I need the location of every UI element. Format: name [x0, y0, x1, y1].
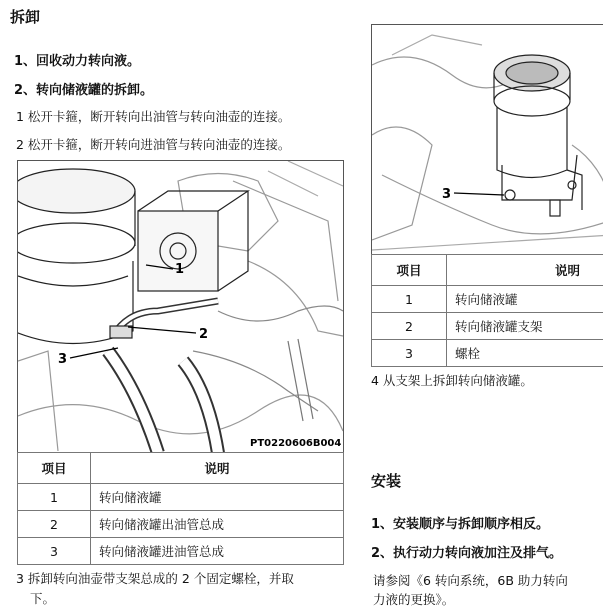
table-row: [18, 511, 344, 538]
row-desc: 转向储液罐: [91, 484, 344, 511]
sub-step-2: 2 松开卡箍，断开转向进油管与转向油壶的连接。: [16, 135, 290, 153]
callout-2: 2: [199, 327, 208, 342]
line-drawing: [372, 25, 603, 255]
callout-1: 1: [175, 262, 184, 277]
callout-3: 3: [442, 187, 451, 202]
row-num: 2: [372, 313, 447, 340]
parts-table-right: [371, 254, 603, 367]
step-1: 1、回收动力转向液。: [14, 50, 140, 69]
parts-table-left: [17, 452, 344, 565]
row-desc: 螺栓: [447, 340, 603, 367]
table-row: [372, 313, 603, 340]
table-row: [372, 286, 603, 313]
row-desc: 转向储液罐出油管总成: [91, 511, 344, 538]
sub-step-3-line1: 3 拆卸转向油壶带支架总成的 2 个固定螺栓，并取: [16, 569, 294, 587]
sub-step-4: 4 从支架上拆卸转向储液罐。: [371, 371, 533, 389]
table-row: [18, 538, 344, 565]
row-num: 3: [372, 340, 447, 367]
table-row: [372, 340, 603, 367]
section-heading-install: 安装: [371, 470, 401, 491]
row-num: 1: [18, 484, 91, 511]
sub-step-3-line2: 下。: [30, 589, 55, 607]
row-num: 3: [18, 538, 91, 565]
table-header-desc: 说明: [91, 453, 344, 484]
table-row: [18, 484, 344, 511]
row-desc: 转向储液罐: [447, 286, 603, 313]
row-desc: 转向储液罐支架: [447, 313, 603, 340]
row-num: 1: [372, 286, 447, 313]
reference-line2: 力液的更换》。: [373, 590, 454, 608]
table-header-item: 项目: [18, 453, 91, 484]
figure-code: PT0220606B004: [250, 438, 341, 449]
sub-step-1: 1 松开卡箍，断开转向出油管与转向油壶的连接。: [16, 107, 290, 125]
figure-reservoir-hoses: [17, 160, 344, 454]
callout-3: 3: [58, 352, 67, 367]
install-step-2: 2、执行动力转向液加注及排气。: [371, 542, 562, 561]
line-drawing: [18, 161, 343, 453]
section-heading-removal: 拆卸: [10, 6, 40, 27]
figure-reservoir-bracket: [371, 24, 603, 256]
table-header-desc: 说明: [447, 255, 603, 286]
row-desc: 转向储液罐进油管总成: [91, 538, 344, 565]
install-step-1: 1、安装顺序与拆卸顺序相反。: [371, 513, 549, 532]
reference-line1: 请参阅《6 转向系统，6B 助力转向: [373, 571, 568, 589]
step-2: 2、转向储液罐的拆卸。: [14, 79, 153, 98]
row-num: 2: [18, 511, 91, 538]
table-header-item: 项目: [372, 255, 447, 286]
